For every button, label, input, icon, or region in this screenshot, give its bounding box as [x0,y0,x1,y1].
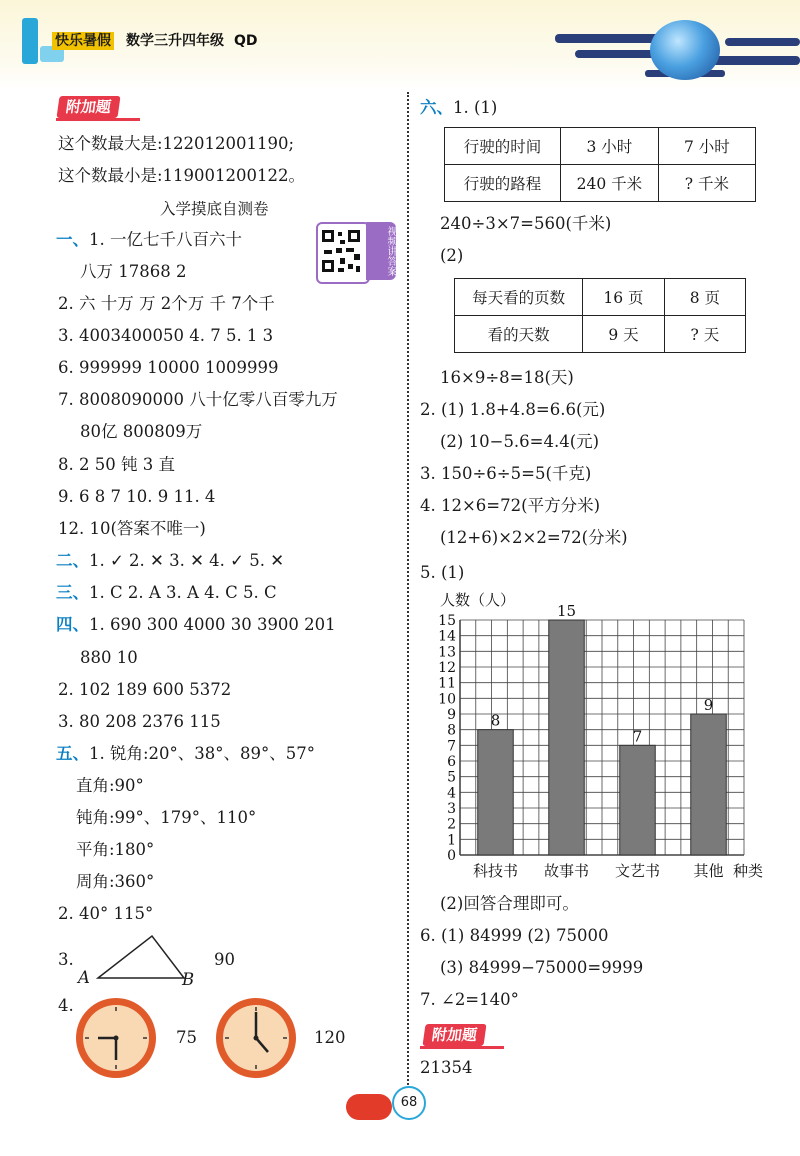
reading-table [454,278,746,353]
bonus-tag-underline [420,1046,504,1049]
q-wu-4: 4. [58,996,74,1015]
clock-icon [74,996,158,1080]
q-wu-straight: 平角:180° [76,840,155,859]
page-header [0,0,800,90]
table-row [455,316,746,353]
table-cell: 240 千米 [561,165,659,202]
qr-label: 视频讲答案 [366,222,396,280]
q-2: 2. 六 十万 万 2个万 千 7个千 [58,294,275,313]
q-yi-1a: 1. 一亿七千八百六十 [89,230,242,249]
q-12: 12. 10(答案不唯一) [58,519,206,538]
q-6b: (3) 84999−75000=9999 [440,958,644,977]
y-tick-label: 1 [447,832,456,849]
clock-icon [214,996,298,1080]
q-er-answers: 1. ✓ 2. ✕ 3. ✕ 4. ✓ 5. ✕ [89,551,285,570]
x-tick-label: 科技书 [472,862,519,880]
section-num-er: 二、 [56,551,89,570]
y-tick-label: 13 [438,644,456,661]
y-tick-label: 8 [447,722,456,739]
bar-value-label: 8 [490,711,501,730]
table-cell: 9 天 [583,316,665,353]
bonus-tag: 附加题 [422,1024,486,1046]
y-tick-label: 6 [447,754,456,770]
triangle-label-b: B [182,970,195,989]
table-cell: 行驶的时间 [445,128,561,165]
bar-其他 [691,714,727,855]
y-tick-label: 2 [447,816,456,833]
column-divider [407,92,409,1112]
q-8: 8. 2 50 钝 3 直 [58,455,175,474]
q-wu-right: 直角:90° [76,776,144,795]
bonus-tag-underline [56,118,140,121]
submarine-icon [346,1094,392,1120]
q-4a: 4. 12×6=72(平方分米) [420,496,601,515]
answer-max: 这个数最大是:122012001190; [58,134,295,153]
table-cell: 行驶的路程 [445,165,561,202]
q-wu-2: 2. 40° 115° [58,904,154,923]
y-tick-label: 7 [447,738,456,755]
q-wu-3: 3. [58,950,74,969]
y-tick-label: 5 [447,769,456,786]
q-2b: (2) 10−5.6=4.4(元) [440,432,600,451]
q-7b: 80亿 800809万 [80,422,203,441]
section-num-wu: 五、 [56,744,89,763]
brand-name: 快乐暑假 [52,32,114,50]
y-tick-label: 11 [438,675,456,692]
q-wu-obtuse: 钝角:99°、179°、110° [76,808,257,827]
eq-1: 240÷3×7=560(千米) [440,214,612,233]
q-wu-1-text: 1. 锐角:20°、38°、89°、57° [89,744,316,763]
q-si-1a-text: 1. 690 300 4000 30 3900 201 [89,615,336,634]
x-tick-label: 文艺书 [614,862,661,880]
part-2-label: (2) [440,246,464,265]
chart-x-axis-label: 种类 [733,862,764,880]
section-num-si: 四、 [56,615,89,634]
q-san-answers: 1. C 2. A 3. A 4. C 5. C [89,583,277,602]
bonus-tag: 附加题 [56,96,120,118]
q-7r: 7. ∠2=140° [420,990,519,1009]
q-3: 3. 4003400050 4. 7 5. 1 3 [58,326,274,345]
y-tick-label: 14 [438,628,456,645]
bar-value-label: 9 [703,696,714,714]
q-5b: (2)回答合理即可。 [440,894,579,913]
chart-x-ticks [473,862,724,880]
table-row [445,165,756,202]
travel-table [444,127,756,202]
q-7a: 7. 8008090000 八十亿零八百零九万 [58,390,338,409]
page-number: 68 [392,1086,426,1120]
q-si-1b: 880 10 [80,648,138,667]
x-tick-label: 故事书 [543,862,590,880]
eq-2: 16×9÷8=18(天) [440,368,574,387]
table-cell: 每天看的页数 [455,279,583,316]
answer-min: 这个数最小是:119001200122。 [58,166,306,185]
table-cell: ? 天 [664,316,745,353]
planet-icon [650,20,720,80]
table-row [445,128,756,165]
y-tick-label: 15 [438,613,456,629]
y-tick-label: 3 [447,801,456,817]
q-yi-line1 [56,230,242,250]
table-cell: 3 小时 [561,128,659,165]
q-si-3: 3. 80 208 2376 115 [58,712,221,731]
y-tick-label: 12 [438,660,456,676]
table-cell: 7 小时 [658,128,755,165]
table-cell: ? 千米 [658,165,755,202]
q-wu-1 [56,744,315,764]
q-9: 9. 6 8 7 10. 9 11. 4 [58,487,216,506]
q-2a: 2. (1) 1.8+4.8=6.6(元) [420,400,606,419]
x-tick-label: 其他 [693,862,724,880]
q-er [56,551,284,571]
subject-label: 数学三升四年级 [126,33,224,49]
y-tick-label: 9 [447,707,456,723]
extra-answer: 21354 [420,1058,473,1077]
q-liu-1-text: 1. (1) [453,98,498,117]
section-title: 入学摸底自测卷 [160,200,269,218]
q-4b: (12+6)×2×2=72(分米) [440,528,628,547]
section-num-yi: 一、 [56,230,89,249]
chart-y-axis-label: 人数（人） [440,591,516,609]
q-si-2: 2. 102 189 600 5372 [58,680,232,699]
y-tick-label: 10 [438,691,456,708]
q-wu-3-answer: 90 [214,950,235,969]
q-san [56,583,277,603]
edition-label: QD [234,33,258,49]
bar-文艺书 [620,745,656,855]
q-3r: 3. 150÷6÷5=5(千克) [420,464,592,483]
table-cell: 看的天数 [455,316,583,353]
clock2-answer: 120 [314,1028,346,1047]
q-wu-round: 周角:360° [76,872,155,891]
bar-value-label: 15 [556,602,577,620]
q-6: 6. 999999 10000 1009999 [58,358,279,377]
bar-科技书 [478,730,514,855]
q-si-1a [56,615,336,635]
q-6a: 6. (1) 84999 (2) 75000 [420,926,609,945]
qr-code-icon[interactable] [316,222,370,284]
clock1-answer: 75 [176,1028,197,1047]
bar-chart [410,585,790,885]
triangle-label-a: A [78,968,90,987]
book-title [52,30,258,50]
y-tick-label: 0 [447,848,456,864]
y-tick-label: 4 [447,785,456,802]
table-cell: 16 页 [583,279,665,316]
q-5: 5. (1) [420,563,465,582]
q-liu-1 [420,98,497,118]
q-yi-1b: 八万 17868 2 [80,262,187,281]
section-num-liu: 六、 [420,98,453,117]
section-num-san: 三、 [56,583,89,602]
brand-mark [22,18,38,64]
bar-value-label: 7 [632,727,643,746]
table-row [455,279,746,316]
table-cell: 8 页 [664,279,745,316]
chart-y-ticks [438,613,456,864]
bar-故事书 [549,620,585,855]
